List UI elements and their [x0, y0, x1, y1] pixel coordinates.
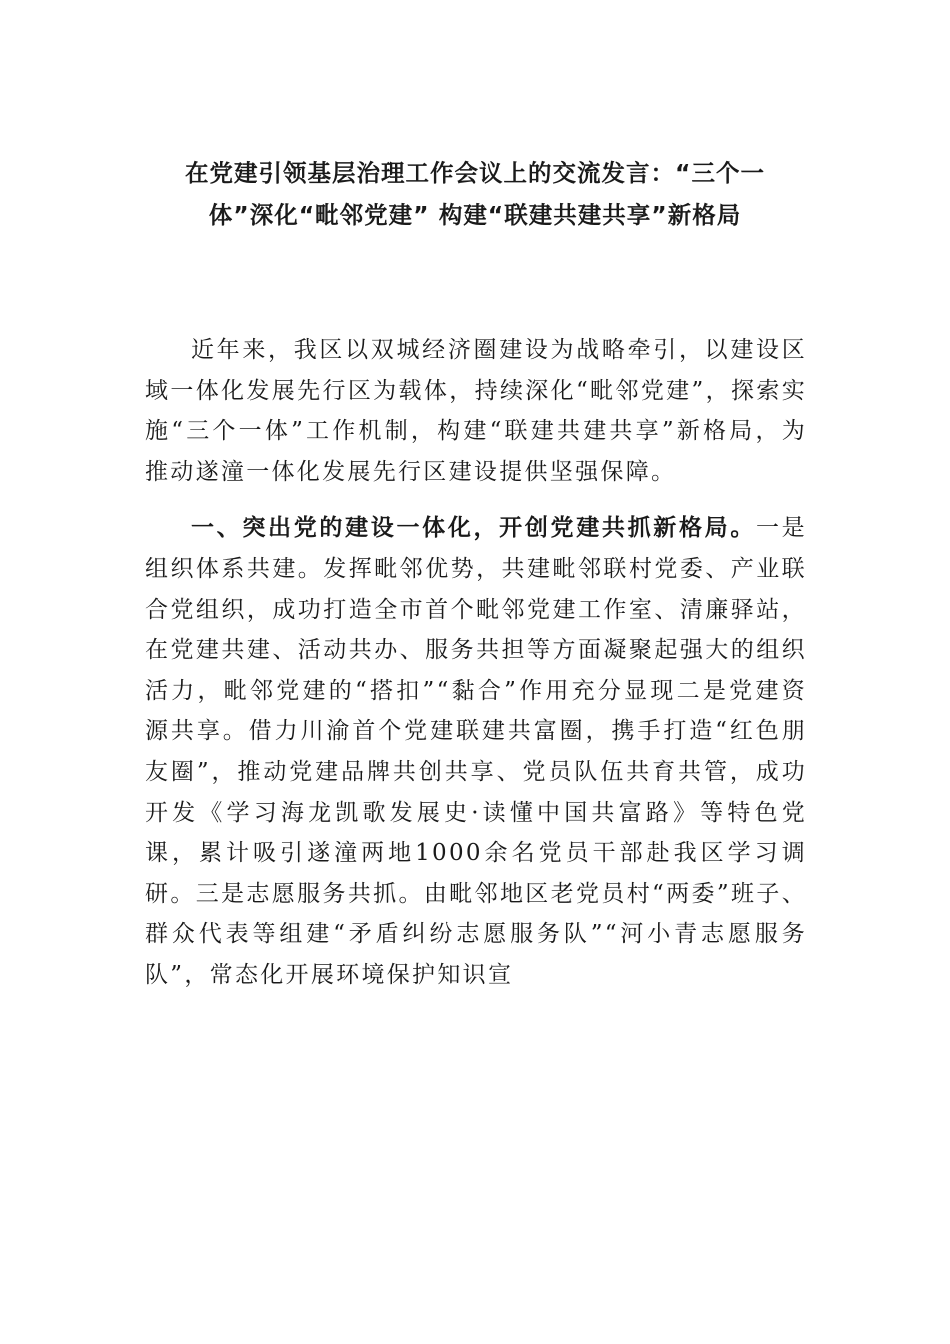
title-line-2: 体”深化“毗邻党建” 构建“联建共建共享”新格局	[208, 201, 742, 229]
section-one-text: 一是组织体系共建。发挥毗邻优势，共建毗邻联村党委、产业联合党组织，成功打造全市首个毗邻党建工作室、清廉驿站，在党建共建、活动共办、服务共担等方面凝聚起强大的组织活力，毗邻党建的“搭扣”“黏合”作用充分显现二是党建资源共享。借力川渝首个党建联建共富圈，携手打造“红色朋友圈”，推动党建品牌共创共享、党员队伍共育共管，成功开发《学习海龙凯歌发展史·读懂中国共富路》等特色党课，累计吸引遂潼两地1000余名党员干部赴我区学习调研。三是志愿服务共抓。由毗邻地区老党员村“两委”班子、群众代表等组建“矛盾纠纷志愿服务队”“河小青志愿服务队”，常态化开展环境保护知识宣	[145, 515, 807, 988]
title-line-1: 在党建引领基层治理工作会议上的交流发言：“三个一	[185, 159, 765, 187]
intro-paragraph	[145, 330, 807, 492]
document-title	[140, 152, 810, 236]
section-one-heading: 一、突出党的建设一体化，开创党建共抓新格局。	[191, 515, 756, 542]
intro-paragraph-text: 近年来，我区以双城经济圈建设为战略牵引，以建设区域一体化发展先行区为载体，持续深化“毗邻党建”，探索实施“三个一体”工作机制，构建“联建共建共享”新格局，为推动遂潼一体化发展先行区建设提供坚强保障。	[145, 337, 807, 485]
document-body	[145, 330, 807, 996]
section-one-paragraph	[145, 508, 807, 995]
